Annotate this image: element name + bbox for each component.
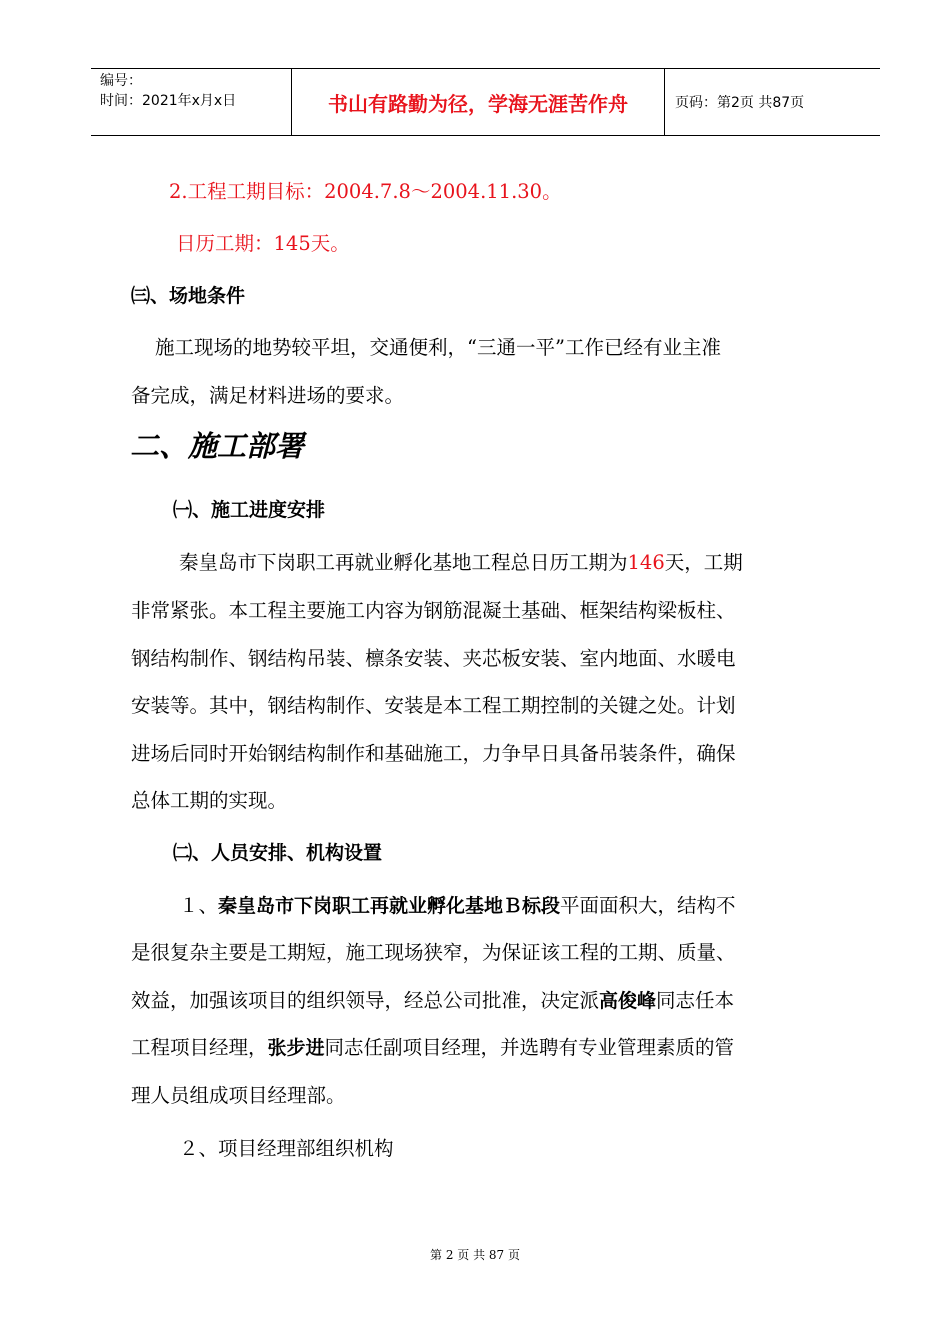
staff-text-rest: 平面面积大，结构不: [560, 894, 736, 917]
site-heading: ㈢、场地条件: [131, 285, 246, 307]
header-page-info: 页码：第2页 共87页: [675, 95, 805, 111]
progress-line-3: 钢结构制作、钢结构吊装、檩条安装、夹芯板安装、室内地面、水暖电: [131, 647, 736, 670]
staff-line-5: 理人员组成项目经理部。: [131, 1084, 346, 1107]
staff-line-2: 是很复杂主要是工期短，施工现场狭窄，为保证该工程的工期、质量、: [131, 941, 736, 964]
staff-project-name: 秦皇岛市下岗职工再就业孵化基地Ｂ标段: [218, 895, 561, 917]
header-motto: 书山有路勤为径，学海无涯苦作舟: [292, 69, 665, 135]
page-footer: 第 2 页 共 87 页: [430, 1248, 520, 1262]
progress-line-6: 总体工期的实现。: [131, 789, 288, 812]
header-time-label: 时间：2021年x月x日: [100, 93, 237, 109]
page-header: [91, 68, 880, 136]
site-text-line-2: 备完成，满足材料进场的要求。: [131, 384, 405, 407]
staff-text-a: 效益，加强该项目的组织领导，经总公司批准，决定派: [131, 989, 600, 1012]
progress-line-2: 非常紧张。本工程主要施工内容为钢筋混凝土基础、框架结构梁板柱、: [131, 599, 736, 622]
staff-line-3: [131, 985, 734, 1013]
progress-line-5: 进场后同时开始钢结构制作和基础施工，力争早日具备吊装条件，确保: [131, 742, 736, 765]
site-text-line-1: 施工现场的地势较平坦，交通便利，“三通一平”工作已经有业主准: [155, 336, 721, 359]
header-meta: [91, 69, 292, 135]
schedule-goal: 2.工程工期目标：2004.7.8～2004.11.30。: [169, 180, 562, 203]
manager-name: 高俊峰: [599, 990, 657, 1012]
progress-days: 146: [627, 551, 665, 574]
staff-line-1: [179, 890, 736, 918]
staff-heading: ㈡、人员安排、机构设置: [173, 842, 383, 864]
progress-line-1: [179, 547, 743, 575]
staff-text-c: 工程项目经理，: [131, 1036, 268, 1059]
calendar-days: 日历工期：145天。: [176, 232, 350, 255]
header-number-label: 编号：: [100, 73, 142, 89]
staff-line-4: [131, 1032, 734, 1060]
staff-text-b: 同志任本: [656, 989, 735, 1012]
progress-text-a: 秦皇岛市下岗职工再就业孵化基地工程总日历工期为: [179, 551, 628, 574]
progress-text-b: 天，工期: [664, 551, 743, 574]
staff-number: １、: [179, 894, 219, 917]
progress-line-4: 安装等。其中，钢结构制作、安装是本工程工期控制的关键之处。计划: [131, 694, 736, 717]
org-heading: ２、项目经理部组织机构: [179, 1137, 394, 1160]
section-title: 二、施工部署: [130, 429, 305, 463]
progress-heading: ㈠、施工进度安排: [173, 499, 326, 521]
staff-text-d: 同志任副项目经理，并选聘有专业管理素质的管: [324, 1036, 735, 1059]
deputy-manager-name: 张步进: [267, 1037, 325, 1059]
